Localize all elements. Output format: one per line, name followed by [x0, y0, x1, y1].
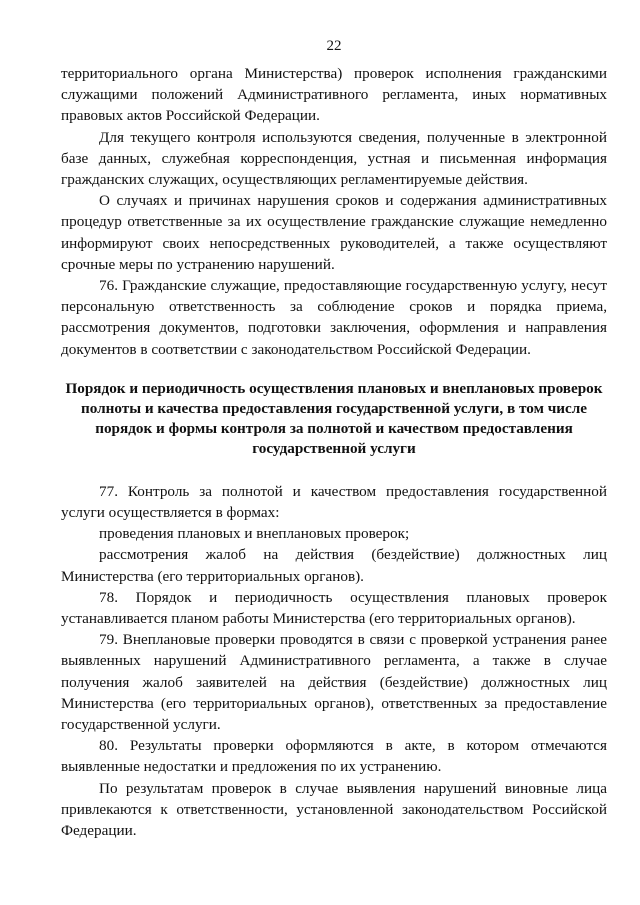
page-number: 22 [326, 38, 342, 54]
document-page [61, 36, 607, 841]
paragraphs-bottom [61, 481, 607, 841]
paragraph-77: 77. Контроль за полнотой и качеством предоставления государственной услуги осуществляется в формах: [61, 482, 607, 522]
paragraph-form-inspections: проведения плановых и внеплановых проверок; [99, 525, 410, 543]
paragraph-78: 78. Порядок и периодичность осуществления плановых проверок устанавливается планом работы Министерства (его территориальных органов). [61, 588, 607, 628]
paragraph-continuation: территориального органа Министерства) проверок исполнения гражданскими служащими положений Административного регламента, иных нормативных правовых актов Российской Федерации. [61, 65, 607, 125]
paragraph-form-complaints: рассмотрения жалоб на действия (бездействие) должностных лиц Министерства (его территориальных органов). [61, 546, 607, 585]
paragraph-76: 76. Гражданские служащие, предоставляющие государственную услугу, несут персональную ответственность за соблюдение сроков и порядка приема, рассмотрения документов, подготовки заключения, оформления и направления документов в соответствии с законодательством Российской Федерации. [61, 277, 607, 358]
paragraph-80: 80. Результаты проверки оформляются в акте, в котором отмечаются выявленные недостатки и предложения по их устранению. [61, 737, 607, 776]
paragraph-current-control: Для текущего контроля используются сведения, полученные в электронной базе данных, служебная корреспонденция, устная и письменная информация гражданских служащих, осуществляющих регламентируемые действия. [61, 128, 607, 189]
paragraph-violations: О случаях и причинах нарушения сроков и содержания административных процедур ответственные за их осуществление гражданские служащие немедленно информируют своих непосредственных руководителей, а также осуществляют срочные меры по устранению нарушений. [61, 192, 607, 273]
paragraph-liability: По результатам проверок в случае выявления нарушений виновные лица привлекаются к ответственности, установленной законодательством Российской Федерации. [61, 779, 607, 840]
paragraphs-top [61, 63, 607, 360]
paragraph-79: 79. Внеплановые проверки проводятся в связи с проверкой устранения ранее выявленных нарушений Административного регламента, а также в случае получения жалоб заявителей на действия (бездействие) должностных лиц Министерства (его территориальных органов), ответственных за предоставление государственной услуги. [61, 631, 607, 734]
section-heading: Порядок и периодичность осуществления плановых и внеплановых проверок полноты и качества предоставления государственной услуги, в том числе порядок и формы контроля за полнотой и качеством предоставления государственной услуги [65, 379, 603, 457]
